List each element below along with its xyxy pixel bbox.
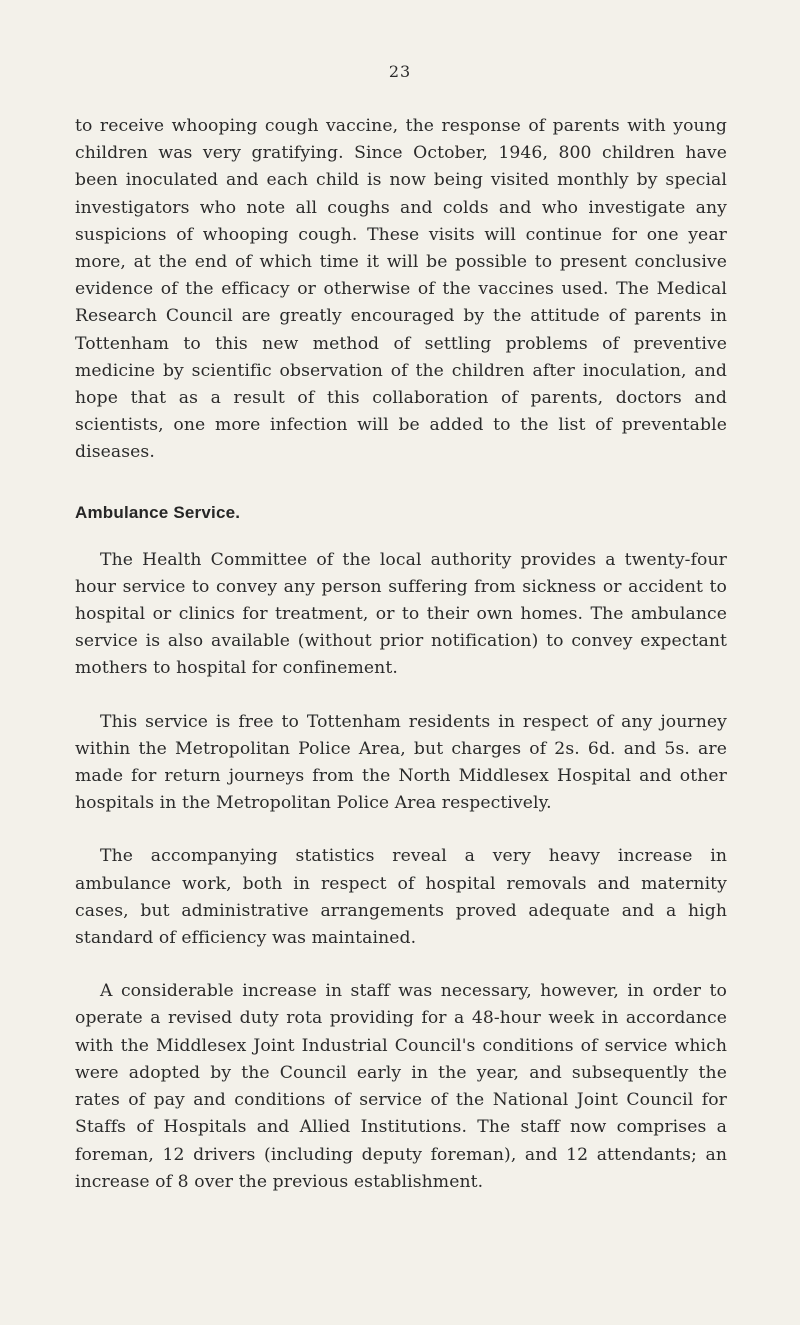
paragraph-ambulance-staff: A considerable increase in staff was necessary, however, in order to operate a revised duty rota providing for a 48-hour week in accordance with the Middlesex Joint Industrial Council's conditions of service which were adopted by the Council early in the year, and subsequently the rates of pay and conditions of service of the National Joint Council for Staffs of Hospitals and Allied Institutions. The staff now comprises a foreman, 12 drivers (including deputy foreman), and 12 attendants; an increase of 8 over the previous establishment. bbox=[75, 981, 727, 1192]
paragraph-whooping-cough: to receive whooping cough vaccine, the response of parents with young children was very gratifying. Since October, 1946, 800 children have been inoculated and each child is now being visited monthly by special investigators who note all coughs and colds and who investigate any suspicions of whooping cough. These visits will continue for one year more, at the end of which time it will be possible to present conclusive evidence of the efficacy or otherwise of the vaccines used. The Medical Research Council are greatly encouraged by the attitude of parents in Tottenham to this new method of settling problems of preventive medicine by scientific observation of the children after inoculation, and hope that as a result of this collaboration of parents, doctors and scientists, one more infection will be added to the list of preventable diseases. bbox=[75, 116, 727, 463]
paragraph-ambulance-statistics: The accompanying statistics reveal a very heavy increase in ambulance work, both in respect of hospital removals and maternity cases, but administrative arrangements proved adequate and a high standard of efficiency was maintained. bbox=[75, 846, 727, 949]
page-number: 23 bbox=[388, 62, 412, 81]
body-text bbox=[75, 113, 727, 1196]
paragraph-spacer bbox=[75, 683, 727, 709]
paragraph-spacer bbox=[75, 817, 727, 843]
paragraph-ambulance-charges: This service is free to Tottenham residents in respect of any journey within the Metropolitan Police Area, but charges of 2s. 6d. and 5s. are made for return journeys from the North Middlesex Hospital and other hospitals in the Metropolitan Police Area respectively. bbox=[75, 711, 727, 814]
section-heading-ambulance-service: Ambulance Service. bbox=[75, 502, 241, 522]
paragraph-ambulance-provision: The Health Committee of the local authority provides a twenty-four hour service to convey any person suffering from sickness or accident to hospital or clinics for treatment, or to their own homes. The ambulance service is also available (without prior notification) to convey expectant mothers to hospital for confinement. bbox=[75, 549, 727, 679]
paragraph-spacer bbox=[75, 952, 727, 978]
